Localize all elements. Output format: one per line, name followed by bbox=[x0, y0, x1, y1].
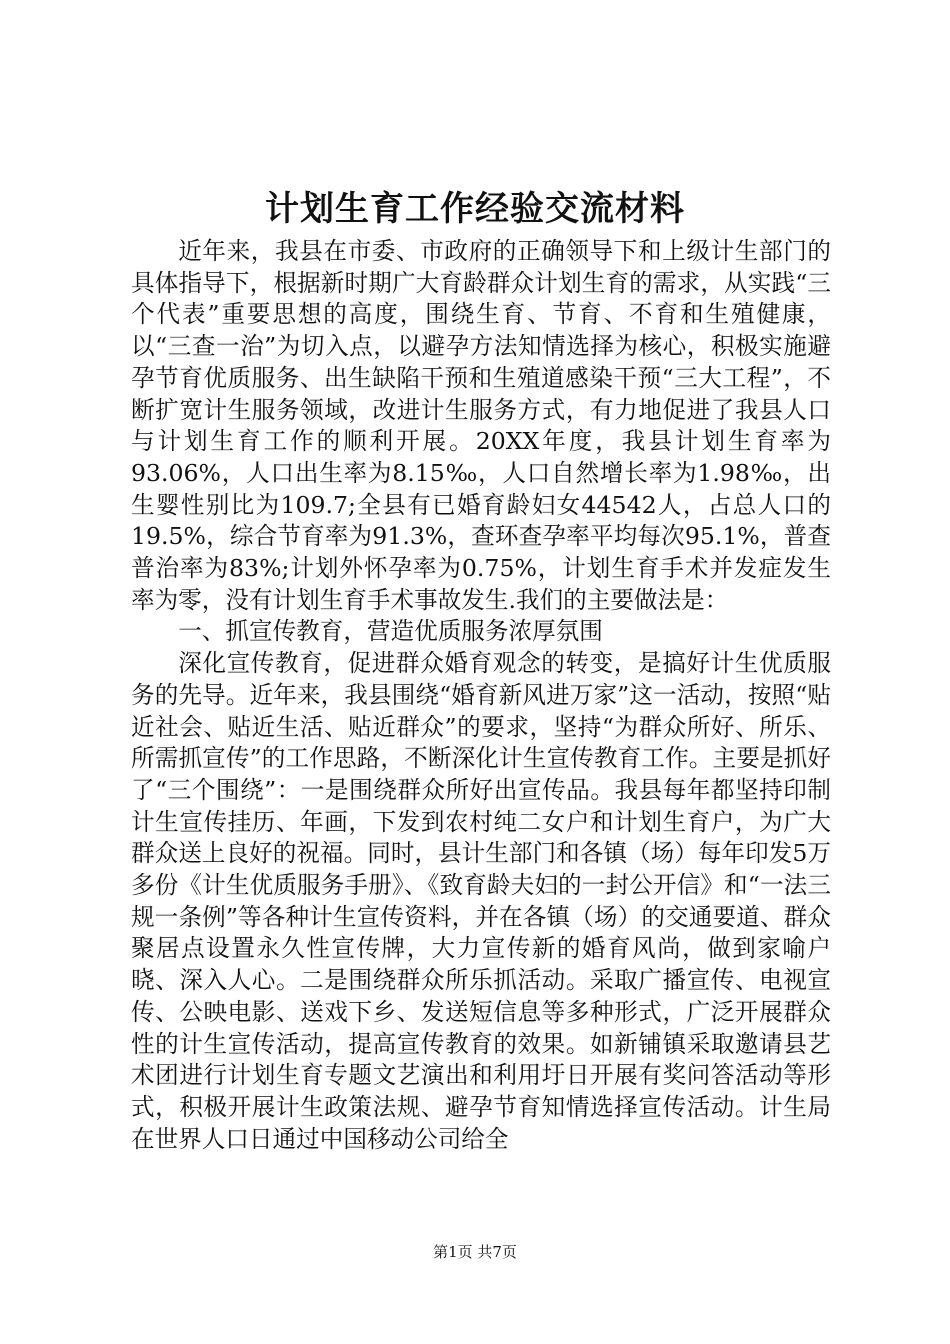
document-body bbox=[131, 236, 831, 1155]
paragraph-intro: 近年来，我县在市委、市政府的正确领导下和上级计生部门的具体指导下，根据新时期广大育龄群众计划生育的需求，从实践“三个代表”重要思想的高度，围绕生育、节育、不育和生殖健康，以“三查一治”为切入点，以避孕方法知情选择为核心，积极实施避孕节育优质服务、出生缺陷干预和生殖道感染干预“三大工程”，不断扩宽计生服务领域，改进计生服务方式，有力地促进了我县人口与计划生育工作的顺利开展。20XX年度，我县计划生育率为93.06%，人口出生率为8.15‰，人口自然增长率为1.98‰，出生婴性别比为109.7;全县有已婚育龄妇女44542人，占总人口的19.5%，综合节育率为91.3%，查环查孕率平均每次95.1%，普查普治率为83%;计划外怀孕率为0.75%，计划生育手术并发症发生率为零，没有计划生育手术事故发生.我们的主要做法是： bbox=[131, 237, 831, 614]
document-title: 计划生育工作经验交流材料 bbox=[265, 189, 685, 229]
paragraph-publicity: 深化宣传教育，促进群众婚育观念的转变，是搞好计生优质服务的先导。近年来，我县围绕“婚育新风进万家”这一活动，按照“贴近社会、贴近生活、贴近群众”的要求，坚持“为群众所好、所乐、所需抓宣传”的工作思路，不断深化计生宣传教育工作。主要是抓好了“三个围绕”：一是围绕群众所好出宣传品。我县每年都坚持印制计生宣传挂历、年画，下发到农村纯二女户和计划生育户，为广大群众送上良好的祝福。同时，县计生部门和各镇（场）每年印发5万多份《计生优质服务手册》、《致育龄夫妇的一封公开信》和“一法三规一条例”等各种计生宣传资料，并在各镇（场）的交通要道、群众聚居点设置永久性宣传牌，大力宣传新的婚育风尚，做到家喻户晓、深入人心。二是围绕群众所乐抓活动。采取广播宣传、电视宣传、公映电影、送戏下乡、发送短信息等多种形式，广泛开展群众性的计生宣传活动，提高宣传教育的效果。如新铺镇采取邀请县艺术团进行计划生育专题文艺演出和利用圩日开展有奖问答活动等形式，积极开展计生政策法规、避孕节育知情选择宣传活动。计生局在世界人口日通过中国移动公司给全 bbox=[131, 649, 831, 1153]
section-heading-1: 一、抓宣传教育，营造优质服务浓厚氛围 bbox=[178, 617, 603, 646]
page-footer: 第1页 共7页 bbox=[433, 1243, 517, 1261]
